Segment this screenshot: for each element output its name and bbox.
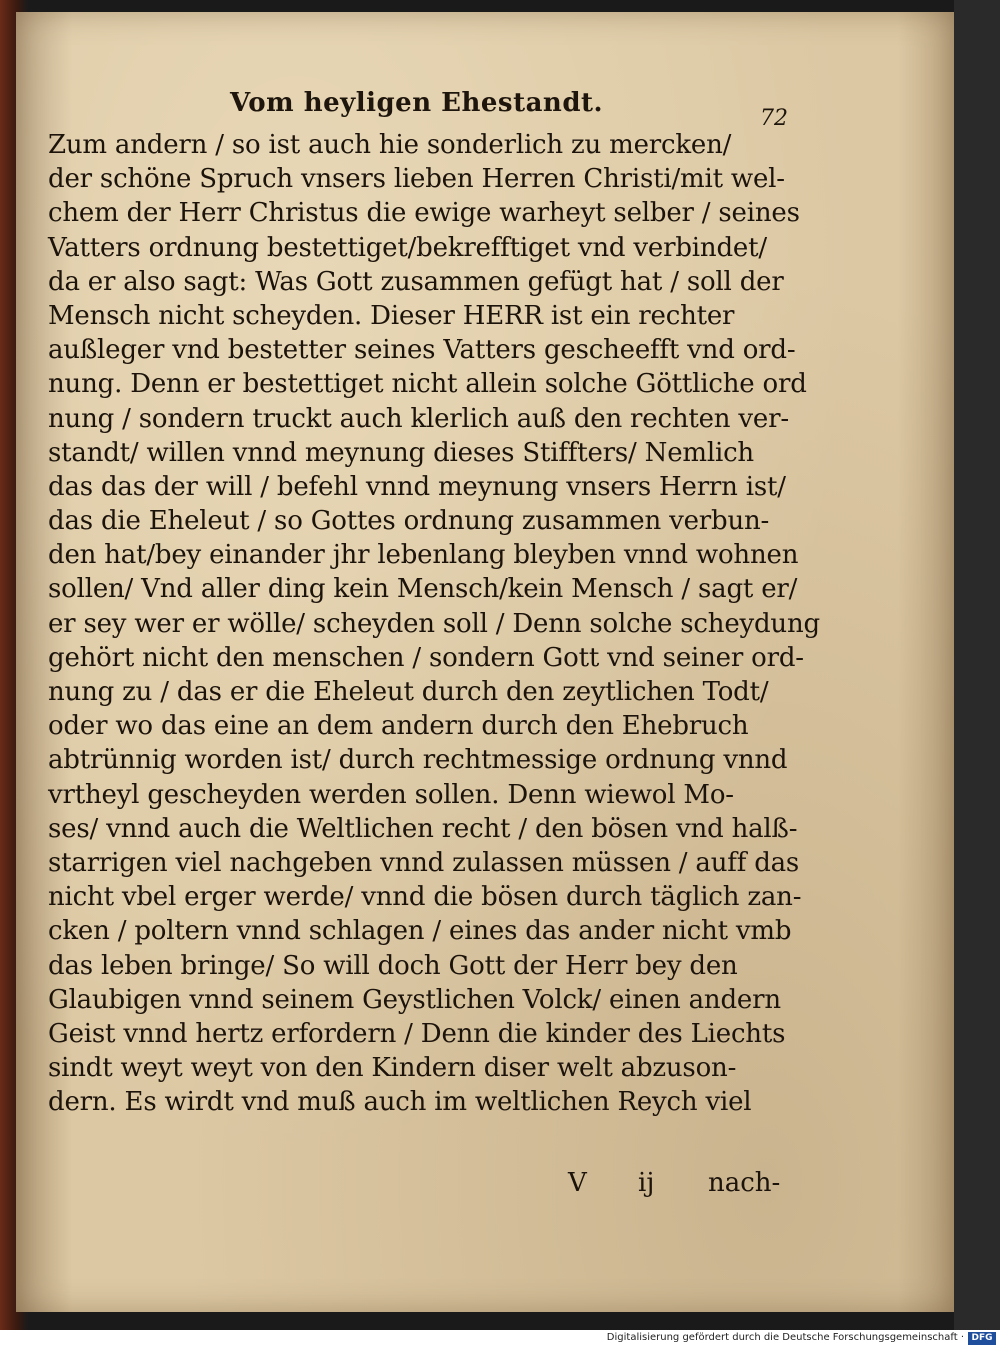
text-line: dern. Es wirdt vnd muß auch im weltlichen Reych viel	[48, 1087, 752, 1118]
text-line: ses/ vnnd auch die Weltlichen recht / den bösen vnd halß-	[48, 813, 798, 844]
text-line: oder wo das eine an dem andern durch den Ehebruch	[48, 711, 749, 742]
text-line: chem der Herr Christus die ewige warheyt selber / seines	[48, 198, 800, 229]
text-line: sindt weyt weyt von den Kindern diser welt abzuson-	[48, 1053, 737, 1084]
dfg-logo: DFG	[968, 1332, 996, 1345]
text-line: außleger vnd bestetter seines Vatters gescheefft vnd ord-	[48, 335, 796, 366]
text-line: nicht vbel erger werde/ vnnd die bösen durch täglich zan-	[48, 882, 802, 913]
text-line: sollen/ Vnd aller ding kein Mensch/kein Mensch / sagt er/	[48, 574, 798, 605]
page-header	[230, 88, 830, 131]
text-line: cken / poltern vnnd schlagen / eines das ander nicht vmb	[48, 916, 792, 947]
text-line: abtrünnig worden ist/ durch rechtmessige ordnung vnnd	[48, 745, 788, 776]
signature-row	[48, 1168, 796, 1204]
text-line: gehört nicht den menschen / sondern Gott vnd seiner ord-	[48, 642, 804, 673]
signature-number: ij	[638, 1168, 655, 1198]
signature-mark: V	[568, 1168, 587, 1198]
text-line: Zum andern / so ist auch hie sonderlich zu mercken/	[48, 130, 732, 160]
funding-credit: Digitalisierung gefördert durch die Deutsche Forschungsgemeinschaft ·	[606, 1332, 964, 1343]
page-number: 72	[760, 106, 788, 131]
text-line: er sey wer er wölle/ scheyden soll / Denn solche scheydung	[48, 608, 820, 639]
text-line: den hat/bey einander jhr lebenlang bleyben vnnd wohnen	[48, 540, 799, 571]
text-line: Mensch nicht scheyden. Dieser HERR ist ein rechter	[48, 300, 735, 331]
text-line: da er also sagt: Was Gott zusammen gefügt hat / soll der	[48, 266, 784, 297]
footer-bar	[0, 1330, 1000, 1348]
scan-border-right	[954, 0, 1000, 1330]
text-line: nung zu / das er die Eheleut durch den zeytlichen Todt/	[48, 677, 769, 707]
text-line: nung. Denn er bestettiget nicht allein solche Göttliche ord	[48, 369, 807, 400]
running-head: Vom heyligen Ehestandt.	[230, 88, 604, 118]
text-line: starrigen viel nachgeben vnnd zulassen müssen / auff das	[48, 847, 800, 878]
text-line: Geist vnnd hertz erfordern / Denn die kinder des Liechts	[48, 1018, 786, 1049]
body-text	[48, 128, 820, 1119]
text-line: Vatters ordnung bestettiget/bekrefftiget vnd verbindet/	[48, 232, 767, 263]
text-line: der schöne Spruch vnsers lieben Herren Christi/mit wel-	[48, 164, 785, 195]
text-line: vrtheyl gescheyden werden sollen. Denn wiewol Mo-	[48, 779, 734, 810]
text-line: das das der will / befehl vnnd meynung vnsers Herrn ist/	[48, 471, 786, 502]
text-line: standt/ willen vnnd meynung dieses Stiffters/ Nemlich	[48, 437, 754, 468]
text-line: das die Eheleut / so Gottes ordnung zusammen verbun-	[48, 506, 770, 537]
text-line: das leben bringe/ So will doch Gott der Herr bey den	[48, 950, 738, 981]
catchword: nach-	[708, 1168, 781, 1198]
text-line: nung / sondern truckt auch klerlich auß den rechten ver-	[48, 403, 789, 434]
text-line: Glaubigen vnnd seinem Geystlichen Volck/ einen andern	[48, 984, 781, 1015]
